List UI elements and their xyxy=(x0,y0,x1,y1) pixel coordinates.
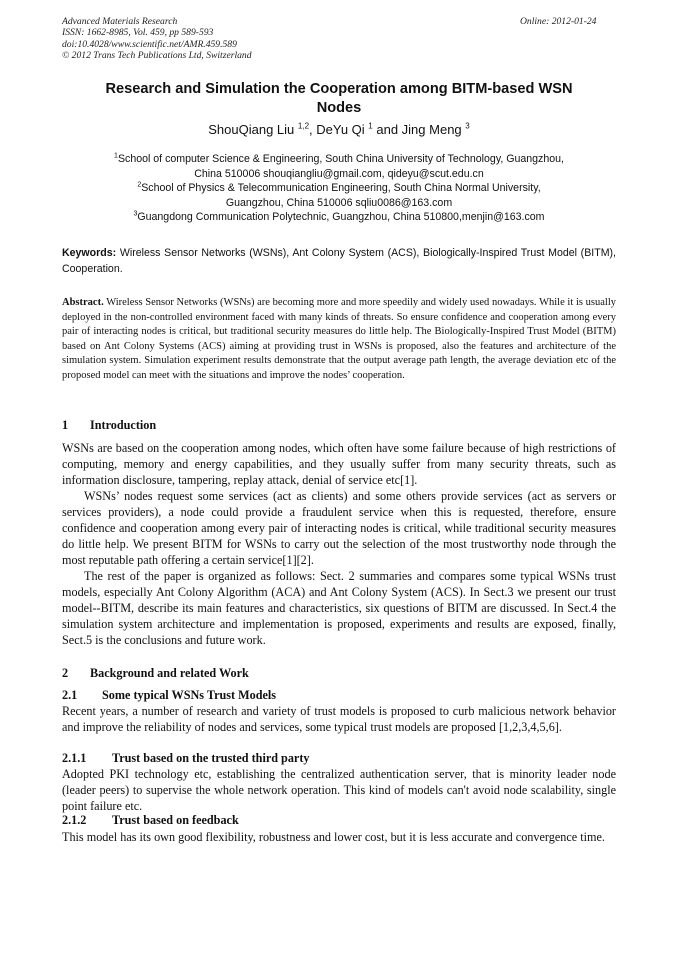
affil-1-line-1: School of computer Science & Engineering, South China University of Technology, Guangzhou, xyxy=(117,153,564,165)
abstract-label: Abstract. xyxy=(62,297,104,308)
affil-2-line-1: School of Physics & Telecommunication Engineering, South China Normal University, xyxy=(141,182,541,194)
copyright: © 2012 Trans Tech Publications Ltd, Switzerland xyxy=(62,49,252,61)
author-list: ShouQiang Liu $^{1,2}$, DeYu Qi $^1$ and Jing Meng $^3$ xyxy=(208,121,470,137)
section-2-1-2-heading xyxy=(62,813,239,828)
affiliation-2 xyxy=(62,181,616,196)
section-2-1-number: 2.1 xyxy=(62,688,78,702)
section-2-1-1-number: 2.1.1 xyxy=(62,751,87,765)
doi: doi:10.4028/www.scientific.net/AMR.459.589 xyxy=(62,38,237,50)
title-line-2: Nodes xyxy=(316,100,362,116)
section-1-para-2: WSNs’ nodes request some services (act as clients) and some others provide services (act as servers or services providers), a node could provide a fraudulent service when this is requested, therefore, ensure confidence and cooperation among every pair of interacting nodes is critical, while traditional security measures do little help. We present BITM for WSNs to carry out the selection of the most trustworthy node through the most reputable path offering a certain service[1][2]. xyxy=(62,489,616,567)
online-date: Online: 2012-01-24 xyxy=(520,16,597,27)
section-1-body xyxy=(62,440,616,648)
author-3-affil: 3 xyxy=(465,121,470,131)
keywords-text: Wireless Sensor Networks (WSNs), Ant Colony System (ACS), Biologically-Inspired Trust Model (BITM), Cooperation. xyxy=(62,247,616,275)
issn: ISSN: 1662-8985, Vol. 459, pp 589-593 xyxy=(62,27,214,39)
paper-title xyxy=(62,80,616,118)
section-2-1-title: Some typical WSNs Trust Models xyxy=(102,688,277,702)
section-2-heading xyxy=(62,666,249,681)
section-2-1-1-title: Trust based on the trusted third party xyxy=(112,751,310,765)
author-1: ShouQiang Liu xyxy=(208,122,295,137)
author-2: DeYu Qi xyxy=(316,122,365,137)
affiliations xyxy=(62,152,616,225)
section-1-heading xyxy=(62,418,156,433)
keywords-label: Keywords: xyxy=(62,247,117,259)
keywords xyxy=(62,246,616,277)
section-2-number: 2 xyxy=(62,666,69,680)
section-2-1-2-body: This model has its own good flexibility, robustness and lower cost, but it is less accurate and convergence time. xyxy=(62,830,605,844)
section-1-para-1: WSNs are based on the cooperation among nodes, which often have some failure because of high restrictions of computing, memory and energy capabilities, and they usually suffer from many security threats, such as information disclosure, tampering, replay attack, denial of service etc[1]. xyxy=(62,441,616,487)
title-line-1: Research and Simulation the Cooperation among BITM-based WSN xyxy=(105,81,573,97)
affiliation-1 xyxy=(62,152,616,167)
section-2-1-2-number: 2.1.2 xyxy=(62,813,87,827)
section-1-title: Introduction xyxy=(90,418,157,432)
section-2-1-2-title: Trust based on feedback xyxy=(112,813,239,827)
affil-3-line-1: Guangdong Communication Polytechnic, Guangzhou, China 510800,menjin@163.com xyxy=(137,211,545,223)
section-1-number: 1 xyxy=(62,418,69,432)
affil-3-marker: 3 xyxy=(133,210,138,218)
affil-1-marker: 1 xyxy=(114,152,118,160)
section-1-para-3: The rest of the paper is organized as follows: Sect. 2 summaries and compares some typical WSNs trust models, especially Ant Colony Algorithm (ACA) and Ant Colony System (ACS). In Sect.3 we present our trust model--BITM, describe its main features and characteristics, six questions of BITM are discussed. In Sect.4 the simulation system architecture and implementation is proposed, experiments and results are exposed, finally, Sect.5 is the conclusions and future work. xyxy=(62,569,616,647)
affiliation-3 xyxy=(62,210,616,225)
section-2-1-heading xyxy=(62,688,276,703)
journal-header xyxy=(62,16,252,61)
abstract-text: Wireless Sensor Networks (WSNs) are becoming more and more speedily and widely used nowadays. While it is usually deployed in the non-controlled environment faced with many kinds of threats. So ensure confidence and cooperation among every pair of interacting nodes is critical, but traditional security measures do little help. The Biologically-Inspired Trust Model (BITM) based on Ant Colony Systems (ACS) aiming at providing trust in WSNs is proposed, also the features and architecture of the simulation system. Simulation experiment results demonstrate that the output average path length, the average deviation etc of the proposed model can meet with the situations and improve the nodes’ cooperation. xyxy=(62,297,616,381)
journal-name: Advanced Materials Research xyxy=(62,16,178,27)
section-2-1-1-body: Adopted PKI technology etc, establishing the centralized authentication server, that is minority leader node (leader peers) to supervise the whole network operation. This kind of models can't avoid node scalability, single point failure etc. xyxy=(62,767,616,813)
affil-2-marker: 2 xyxy=(137,181,142,189)
section-2-1-body: Recent years, a number of research and variety of trust models is proposed to curb malicious network behavior and improve the reliability of nodes and services, some typical trust models are proposed [1,2,3,4,5,6]. xyxy=(62,704,616,734)
affil-1-line-2: China 510006 shouqiangliu@gmail.com, qideyu@scut.edu.cn xyxy=(194,167,484,180)
section-2-title: Background and related Work xyxy=(90,666,249,680)
section-2-1-1-heading xyxy=(62,751,310,766)
abstract xyxy=(62,296,616,384)
author-3: Jing Meng xyxy=(401,122,462,137)
author-1-affil: 1,2 xyxy=(297,121,310,131)
affil-2-line-2: Guangzhou, China 510006 sqliu0086@163.com xyxy=(225,196,453,209)
author-2-affil: 1 xyxy=(368,121,373,131)
